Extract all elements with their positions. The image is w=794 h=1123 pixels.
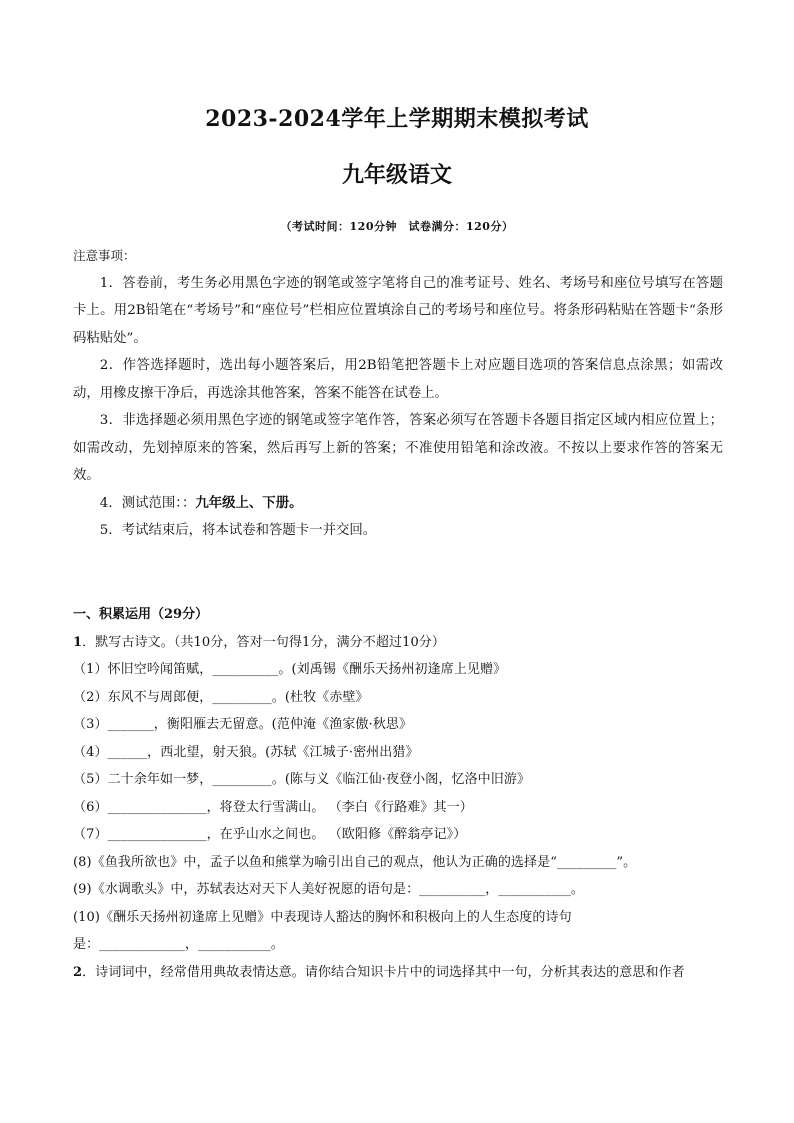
note-item-4 (73, 490, 723, 518)
note-item-2: 2．作答选择题时，选出每小题答案后，用2B铅笔把答题卡上对应题目选项的答案信息点涂黑；如需改动，用橡皮擦干净后，再选涂其他答案，答案不能答在试卷上。 (73, 358, 723, 401)
question-1-line-6: （6）_______________，将登太行雪满山。 （李白《行路难》其一） (73, 799, 473, 815)
question-1-stem (73, 629, 723, 657)
note-item-4-prefix: 4．测试范围：： (99, 495, 196, 511)
exam-title: 2023-2024学年上学期期末模拟考试 (205, 106, 589, 132)
question-1-line-2: （2）东风不与周郎便，_________。(杜牧《赤壁》 (73, 689, 369, 705)
exam-info: （考试时间：120分钟 试卷满分：120分） (280, 220, 514, 233)
question-1-line-3: （3）_______，衡阳雁去无留意。(范仲淹《渔家傲·秋思》 (73, 717, 413, 732)
section-1-title: 一、积累运用（29分） (73, 607, 209, 622)
note-item-4-scope: 九年级上、下册。 (195, 494, 303, 511)
note-item-5: 5．考试结束后，将本试卷和答题卡一并交回。 (99, 523, 377, 538)
question-1-line-7: （7）_______________，在乎山水之间也。 （欧阳修《醉翁亭记》） (73, 827, 467, 842)
question-1-number: 1 (73, 634, 83, 650)
question-2-number: 2 (73, 964, 83, 980)
question-1-line-8: (8)《鱼我所欲也》中，孟子以鱼和熊掌为喻引出自己的观点，他认为正确的选择是“_________”。 (73, 854, 637, 870)
notes-block (73, 242, 723, 545)
note-item-1: 1．答卷前，考生务必用黑色字迹的钢笔或签字笔将自己的准考证号、姓名、考场号和座位号填写在答题卡上。用2B铅笔在“考场号”和“座位号”栏相应位置填涂自己的考场号和座位号。将条形码粘贴在答题卡“条形码粘贴处”。 (73, 275, 723, 346)
question-1-line-1: （1）怀旧空吟闻笛赋，__________。(刘禹锡《酬乐天扬州初逢席上见赠》 (73, 662, 507, 677)
question-2-text: ．诗词词中，经常借用典故表情达意。请你结合知识卡片中的词选择其中一句，分析其表达的意思和作者 (82, 964, 685, 980)
exam-subject: 九年级语文 (341, 162, 452, 188)
question-1-line-10-cont: 是：_____________，___________。 (73, 937, 284, 952)
section-1 (73, 601, 723, 986)
question-2-stem (73, 959, 723, 987)
question-1-line-9: (9)《水调歌头》中，苏轼表达对天下人美好祝愿的语句是：__________，___________。 (73, 882, 585, 897)
question-1-line-10: (10)《酬乐天扬州初逢席上见赠》中表现诗人豁达的胸怀和积极向上的人生态度的诗句 (73, 909, 572, 925)
question-1-text: ．默写古诗文。（共10分，答对一句得1分，满分不超过10分） (82, 634, 446, 650)
question-1-line-4: （4）______，西北望，射天狼。(苏轼《江城子·密州出猎》 (73, 744, 419, 760)
note-item-3: 3．非选择题必须用黑色字迹的钢笔或签字笔作答，答案必须写在答题卡各题目指定区域内相应位置上；如需改动，先划掉原来的答案，然后再写上新的答案；不准使用铅笔和涂改液。不按以上要求作答的答案无效。 (73, 413, 723, 483)
notes-label: 注意事项： (73, 248, 136, 263)
question-1-line-5: （5）二十余年如一梦，_________。(陈与义《临江仙·夜登小阁，忆洛中旧游》 (73, 772, 531, 787)
